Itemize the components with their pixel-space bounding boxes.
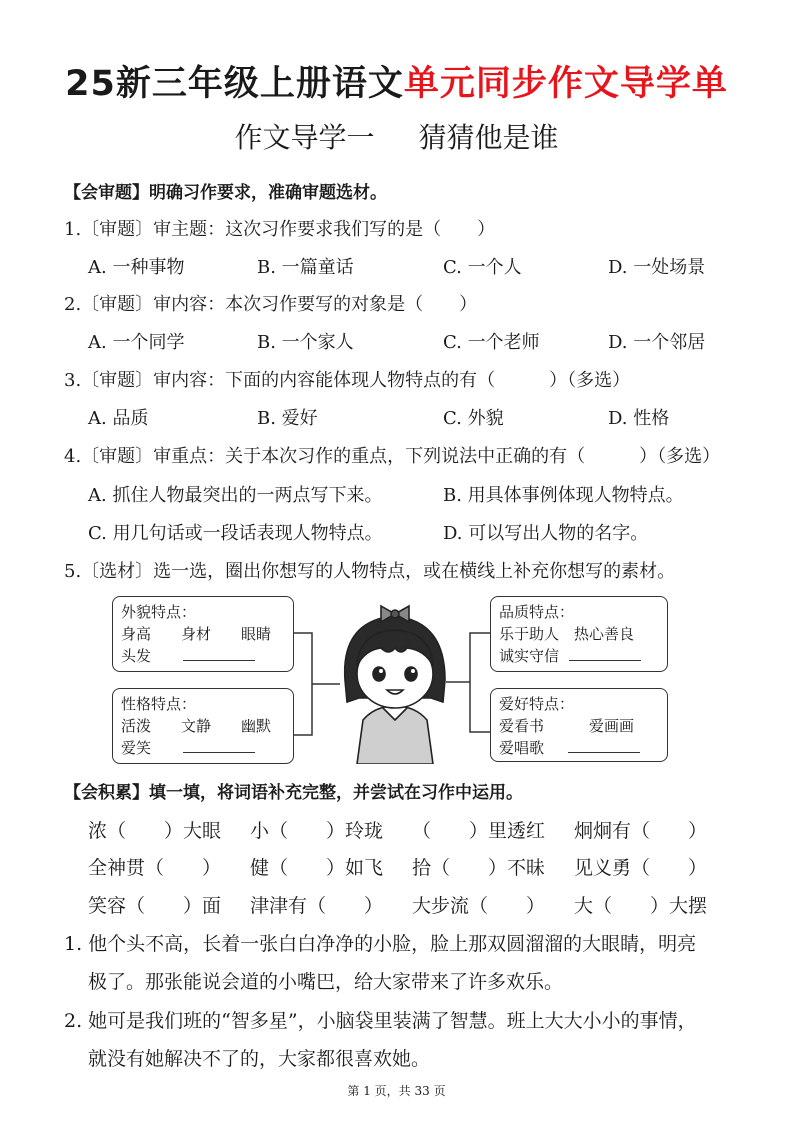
example-2-line-2: 就没有她解决不了的，大家都很喜欢她。 xyxy=(88,1048,431,1070)
option: C. 一个老师 xyxy=(443,332,540,353)
section-heading-accumulate: 【会积累】填一填，将词语补充完整，并尝试在习作中运用。 xyxy=(64,783,523,803)
word-item: 炯炯有（ ） xyxy=(574,820,708,842)
option: D. 一处场景 xyxy=(608,257,706,278)
option: D. 性格 xyxy=(608,408,670,429)
word-item: 见义勇（ ） xyxy=(574,857,708,879)
page-footer: 第 1 页，共 33 页 xyxy=(347,1084,446,1098)
box-title: 品质特点： xyxy=(499,603,575,621)
fill-blank[interactable] xyxy=(183,738,255,753)
fill-blank[interactable] xyxy=(568,738,640,753)
page-title xyxy=(0,56,793,106)
option: B. 一个家人 xyxy=(257,332,354,353)
box-line: 爱看书 爱画画 xyxy=(499,717,635,735)
question-3: 3.〔审题〕审内容：下面的内容能体现人物特点的有（ ）（多选） xyxy=(64,370,631,391)
word-item: 笑容（ ）面 xyxy=(88,895,222,917)
page-subtitle xyxy=(0,116,793,156)
box-title: 性格特点： xyxy=(121,695,197,713)
question-1: 1.〔审题〕审主题：这次习作要求我们写的是（ ） xyxy=(64,219,496,240)
box-title: 外貌特点： xyxy=(121,603,197,621)
box-line: 爱笑 xyxy=(121,739,152,757)
girl-illustration xyxy=(335,602,455,764)
option: A. 一个同学 xyxy=(88,332,185,353)
word-item: （ ）里透红 xyxy=(412,820,546,842)
box-line: 活泼 文静 幽默 xyxy=(121,717,272,735)
box-line: 头发 xyxy=(121,647,152,665)
word-item: 小（ ）玲珑 xyxy=(250,820,384,842)
option: C. 外貌 xyxy=(443,408,504,429)
option: D. 可以写出人物的名字。 xyxy=(443,523,649,544)
box-title: 爱好特点： xyxy=(499,695,575,713)
box-personality xyxy=(112,688,294,764)
box-hobby xyxy=(490,688,668,762)
option: A. 品质 xyxy=(88,408,149,429)
section-heading-review: 【会审题】明确习作要求，准确审题选材。 xyxy=(64,183,387,203)
word-item: 健（ ）如飞 xyxy=(250,857,384,879)
box-quality xyxy=(490,596,668,672)
word-item: 全神贯（ ） xyxy=(88,857,222,879)
option: C. 用几句话或一段话表现人物特点。 xyxy=(88,523,383,544)
box-line: 身高 身材 眼睛 xyxy=(121,625,272,643)
box-appearance xyxy=(112,596,294,672)
option: D. 一个邻居 xyxy=(608,332,706,353)
fill-blank[interactable] xyxy=(569,646,641,661)
question-4: 4.〔审题〕审重点：关于本次习作的重点，下列说法中正确的有（ ）（多选） xyxy=(64,446,721,467)
fill-blank[interactable] xyxy=(183,646,255,661)
word-item: 浓（ ）大眼 xyxy=(88,820,222,842)
example-1-line-1: 1. 他个头不高，长着一张白白净净的小脸，脸上那双圆溜溜的大眼睛，明亮 xyxy=(64,933,697,955)
title-black: 25新三年级上册语文 xyxy=(65,64,404,104)
option: A. 一种事物 xyxy=(88,257,185,278)
example-1-line-2: 极了。那张能说会道的小嘴巴，给大家带来了许多欢乐。 xyxy=(88,971,564,993)
title-red: 单元同步作文导学单 xyxy=(403,64,728,104)
question-2: 2.〔审题〕审内容：本次习作要写的对象是（ ） xyxy=(64,294,478,315)
box-line: 诚实守信 xyxy=(499,647,560,665)
word-item: 大（ ）大摆 xyxy=(574,895,708,917)
option: B. 一篇童话 xyxy=(257,257,354,278)
option: A. 抓住人物最突出的一两点写下来。 xyxy=(88,485,383,506)
word-item: 大步流（ ） xyxy=(412,895,546,917)
option: C. 一个人 xyxy=(443,257,522,278)
option: B. 用具体事例体现人物特点。 xyxy=(443,485,684,506)
word-item: 津津有（ ） xyxy=(250,895,384,917)
box-line: 爱唱歌 xyxy=(499,739,545,757)
subtitle-right: 猜猜他是谁 xyxy=(418,121,559,154)
question-5: 5.〔选材〕选一选，圈出你想写的人物特点，或在横线上补充你想写的素材。 xyxy=(64,561,676,582)
example-2-line-1: 2. 她可是我们班的“智多星”，小脑袋里装满了智慧。班上大大小小的事情， xyxy=(64,1010,697,1032)
subtitle-left: 作文导学一 xyxy=(234,121,375,154)
word-item: 拾（ ）不昧 xyxy=(412,857,546,879)
box-line: 乐于助人 热心善良 xyxy=(499,625,635,643)
option: B. 爱好 xyxy=(257,408,318,429)
